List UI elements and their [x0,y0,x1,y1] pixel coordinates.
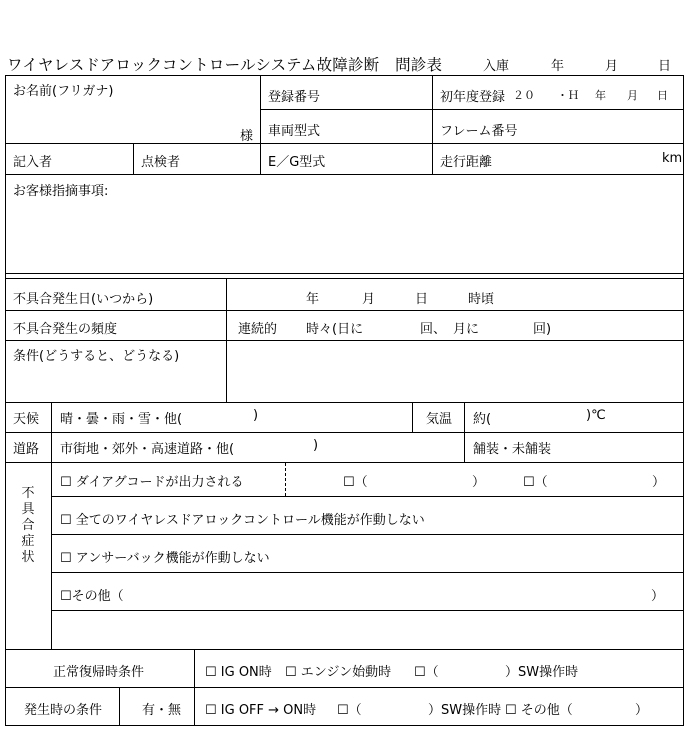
reg-no-label: 登録番号 [268,90,321,105]
occur-cond-label: 発生時の条件 [24,703,103,718]
nyuko-label: 入庫 [483,59,510,74]
freq-monthly: 月に [453,322,480,337]
occur-cond-other-close: ） [635,703,649,718]
first-reg-year: 年 [595,89,606,102]
occur-cond-yesno[interactable]: 有・無 [142,703,182,718]
symptom-label: 不具合症状 [21,486,35,565]
freq-sometimes: 時々(日に [306,322,364,337]
symptom-code-c-close: ） [652,475,666,490]
weather-options: 晴・曇・雨・雪・他( [60,412,183,427]
road-label: 道路 [13,442,40,457]
weather-label: 天候 [13,412,40,427]
mileage-label: 走行距離 [440,155,493,170]
nyuko-year-label: 年 [551,59,565,74]
form-title: ワイヤレスドアロックコントロールシステム故障診断 問診表 [7,56,443,74]
symptom-code-b-close: ） [472,475,486,490]
occur-cond-other[interactable]: ☐ その他（ [505,703,573,718]
symptom-other-close: ） [651,589,665,604]
temperature-suffix: )℃ [586,408,606,423]
road-options: 市街地・郊外・高速道路・他( [60,442,235,457]
recovery-engine-start[interactable]: ☐ エンジン始動時 [285,665,392,680]
symptom-diag-code[interactable]: ☐ ダイアグコードが出力される [60,475,244,490]
road-paved: 舗装・未舗装 [473,442,552,457]
symptom-code-b-open[interactable]: ☐（ [343,475,368,490]
condition-label: 条件(どうすると、どうなる) [13,349,180,364]
symptom-other[interactable]: ☐その他（ [60,589,124,604]
occurrence-date-label: 不具合発生日(いつから) [13,292,154,307]
recovery-other-open[interactable]: ☐（ [414,665,439,680]
frame-no-label: フレーム番号 [440,124,518,139]
freq-times1: 回、 [420,322,447,337]
symptom-all-functions[interactable]: ☐ 全てのワイヤレスドアロックコントロール機能が作動しない [60,513,425,528]
sama-label: 様 [240,129,254,144]
temperature-label: 気温 [426,412,453,427]
first-reg-month: 月 [627,89,638,102]
remarks-label: お客様指摘事項: [13,184,109,199]
first-reg-label: 初年度登録 [440,90,506,105]
occur-cond-sw-open[interactable]: ☐（ [337,703,362,718]
first-reg-day: 日 [657,89,668,102]
recovery-label: 正常復帰時条件 [53,665,145,680]
recovery-ig-on[interactable]: ☐ IG ON時 [205,665,272,680]
frequency-label: 不具合発生の頻度 [13,322,118,337]
temperature-prefix: 約( [473,412,492,427]
occurrence-month: 月 [362,292,376,307]
occurrence-day: 日 [415,292,429,307]
occur-cond-sw-close: ）SW操作時 [428,703,502,718]
nyuko-month-label: 月 [605,59,619,74]
freq-times2: 回) [533,322,552,337]
freq-continuous: 連続的 [238,322,278,337]
recovery-other-close: ）SW操作時 [505,665,579,680]
nyuko-day-label: 日 [658,59,672,74]
occurrence-time: 時頃 [468,292,495,307]
writer-label: 記入者 [13,155,53,170]
km-unit: km [662,151,683,166]
name-label: お名前(フリガナ) [13,84,114,99]
symptom-answerback[interactable]: ☐ アンサーバック機能が作動しない [60,551,270,566]
road-close: ) [313,438,319,453]
weather-close: ) [253,408,259,423]
occur-cond-ig[interactable]: ☐ IG OFF → ON時 [205,703,317,718]
engine-type-label: E／G型式 [268,155,326,170]
first-reg-format: ２０ ・Ｈ [513,89,579,102]
model-label: 車両型式 [268,124,321,139]
symptom-code-c-open[interactable]: ☐（ [523,475,548,490]
inspector-label: 点検者 [141,155,181,170]
occurrence-year: 年 [306,292,320,307]
